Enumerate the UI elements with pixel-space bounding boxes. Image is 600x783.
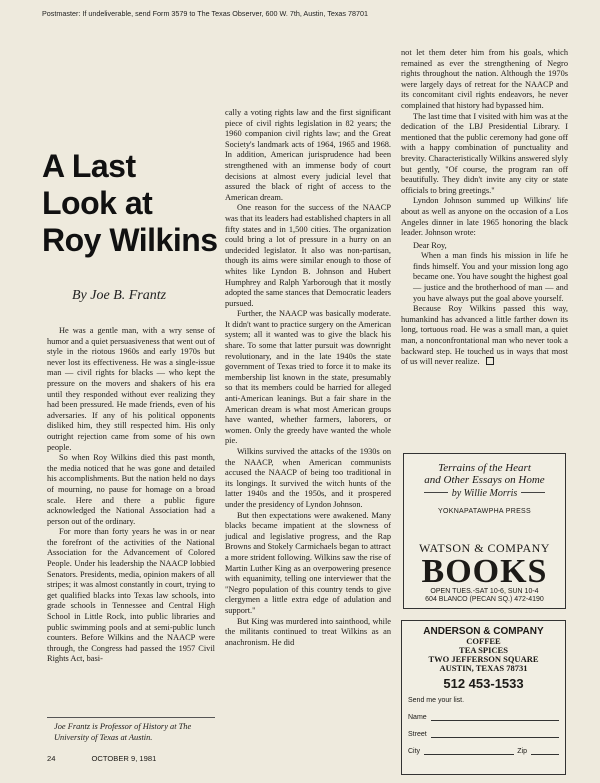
- coupon-zip-label: Zip: [517, 748, 527, 755]
- page-number: 24: [47, 754, 56, 763]
- paragraph: Wilkins survived the attacks of the 1930s on the NAACP, when American communists accused the NAACP of being too traditional in its longings. It survived the witch hunts of the latter 1940s and the 1950s, and it prospered under the presidency of Lyndon Johnson.: [225, 447, 391, 509]
- title-line-3: Roy Wilkins: [42, 222, 218, 258]
- paragraph: not let them deter him from his goals, which remained as ever the strengthening of Negro rights throughout the nation. Although the 1970s were largely days of retreat for the NAACP and its concomitant civil rights endeavors, he never complained that history had bypassed him.: [401, 48, 568, 110]
- paragraph: But King was murdered into sainthood, while the militants continued to treat Wilkins as an anachronism. He did: [225, 616, 391, 647]
- postmaster-notice: Postmaster: If undeliverable, send Form 3579 to The Texas Observer, 600 W. 7th, Austin, Texas 78701: [42, 9, 369, 18]
- letter-salutation: Dear Roy,: [413, 240, 447, 250]
- bookstore-advertisement: [403, 538, 566, 609]
- book-title-line-2: and Other Essays on Home: [424, 474, 545, 486]
- coffee-line-2: TEA SPICES: [459, 645, 508, 655]
- coupon-city-label: City: [408, 748, 421, 755]
- coffee-line-4: AUSTIN, TEXAS 78731: [439, 663, 528, 673]
- paragraph: He was a gentle man, with a wry sense of humor and a quiet persuasiveness that went out of style in the riotous 1960s and early 1970s but never lost its effectiveness. He was a single-issue man — civil rights for blacks — who kept the pressure on the movers and shakers of his era until they responded without ever realizing they had been pressured. He made friends, even of his adversaries. If any of his political opponents disliked him, they still respected him. His only outright rejection came from some of his own people.: [47, 326, 215, 452]
- store-name: WATSON & COMPANY: [419, 541, 550, 555]
- article-column-1: [47, 326, 215, 665]
- paragraph: The last time that I visited with him was at the dedication of the LBJ Presidential Library. I mentioned that the public ceremony had gone off with a happy combination of punctuality and brevity. Characteristically Wilkins answered slyly but gently, "Of course, the program ran off beautifully. They didn't invite any city or state officials to bring greetings.": [401, 111, 568, 195]
- book-publisher: YOKNAPATAWPHA PRESS: [438, 508, 531, 515]
- article-column-2: [225, 108, 391, 648]
- paragraph: [401, 304, 568, 368]
- title-line-1: A Last: [42, 148, 136, 184]
- store-hours: OPEN TUES.-SAT 10-6, SUN 10-4: [430, 588, 539, 595]
- end-mark-icon: [486, 357, 494, 365]
- coffee-line-1: COFFEE: [466, 636, 501, 646]
- closing-text: Because Roy Wilkins passed this way, humankind has advanced a little farther down its long, tortuous road. He was a small man, a quiet man, a nonconfrontational man who never took a backward step. He touched us in ways that most of us will never realize.: [401, 304, 568, 367]
- letter-text: When a man finds his mission in life he finds himself. You and your mission long ago became one. You have sought the highest goal — justice and the brotherhood of man — and you have always put the goal above yourself.: [413, 251, 568, 303]
- byline: By Joe B. Frantz: [72, 288, 167, 303]
- coupon-street-label: Street: [408, 731, 427, 738]
- coffee-line-3: TWO JEFFERSON SQUARE: [428, 654, 539, 664]
- article-column-3: [401, 48, 568, 368]
- paragraph: Further, the NAACP was basically moderate. It didn't want to practice surgery on the American system; all it wanted was to give the black his share. To some that latter pursuit was downright revolutionary, and in the late 1940s the state government of Texas tried to force it to make its membership list known in the state, presumably so that its members could be harried for alleged anti-American leanings. But a fair share in the American dream is what most American groups have wanted, whether farmers, laborers, or women. Only the greedy have wanted the whole pie.: [225, 309, 391, 446]
- page-footer: [47, 754, 156, 763]
- coffee-phone: 512 453-1533: [443, 676, 524, 691]
- paragraph: Lyndon Johnson summed up Wilkins' life about as well as anyone on the occasion of a Los Angeles dinner in late 1965 honoring the black leader. Johnson wrote:: [401, 196, 568, 238]
- article-title: [42, 148, 222, 259]
- title-line-2: Look at: [42, 185, 153, 221]
- coupon-name-field: [431, 713, 559, 721]
- paragraph: For more than forty years he was in or near the forefront of the activities of the National Association for the Advancement of Colored People. Under his leadership the NAACP lobbied Senators. Presidents, media, opinion makers of all stripes; it was almost constantly in court, trying to get qualified blacks into Texas law schools, into grade schools in Tennessee and Central High School in Little Rock, into public libraries and public swimming pools and at semi-public lunch counters. Before Wilkins and the NAACP were through, the Congress had passed the 1957 Civil Rights Act, basi-: [47, 527, 215, 664]
- book-title-line-1: Terrains of the Heart: [438, 462, 531, 474]
- issue-date: OCTOBER 9, 1981: [91, 754, 157, 763]
- coupon-name-row: [408, 713, 559, 721]
- coupon-city-field: [424, 747, 514, 755]
- paragraph: One reason for the success of the NAACP was that its leaders had established chapters in all fifty states and in 1,500 cities. The organization could bring a lot of pressure in a hurry on an undecided legislator. It also was non-partisan, though its aims were similar enough to those of whites like Lyndon B. Johnson and Hubert Humphrey and Ralph Yarborough that it mostly adopted the same stances that Democratic leaders pursued.: [225, 203, 391, 308]
- coffee-company-name: ANDERSON & COMPANY: [423, 626, 544, 637]
- coupon-zip-field: [531, 747, 559, 755]
- paragraph: But then expectations were awakened. Many blacks became impatient at the slowness of judical and legislative progress, and the Rap Browns and Stokely Carmichaels began to attract a more strident following. Wilkins saw the rise of Martin Luther King as an overpowering presence with equanimity, telling one interviewer that the "Negro population of this country tends to give clergymen a little extra edge of adulation and support.": [225, 510, 391, 615]
- coupon-street-field: [431, 730, 559, 738]
- coffee-send-list: Send me your list.: [408, 697, 465, 704]
- coupon-street-row: [408, 730, 559, 738]
- footnote-divider: [47, 717, 215, 718]
- coupon-name-label: Name: [408, 714, 427, 721]
- paragraph: cally a voting rights law and the first significant piece of civil rights legislation in 82 years; the 1960 companion civil rights law; and the Great Society's landmark acts of 1964, 1965 and 1968. In addition, American jurisprudence had been strengthened with an immense body of court decisions at almost every judicial level that assured the black of right of access to the American dream.: [225, 108, 391, 202]
- coupon-city-row: [408, 747, 559, 755]
- coffee-advertisement: [401, 620, 566, 775]
- store-books-heading: BOOKS: [421, 553, 548, 590]
- paragraph: So when Roy Wilkins died this past month, the media noticed that he was gone and detailed his accomplishments. But the nation held no days of mourning, no pause for homage on a broad scale. Here and there a public figure acknowledged the National Association had a person out of the ordinary.: [47, 453, 215, 526]
- book-author: by Willie Morris: [404, 488, 565, 499]
- book-advertisement: [403, 453, 566, 540]
- author-footnote: Joe Frantz is Professor of History at The University of Texas at Austin.: [54, 722, 192, 742]
- store-address: 604 BLANCO (PECAN SQ.) 472-4190: [425, 596, 544, 603]
